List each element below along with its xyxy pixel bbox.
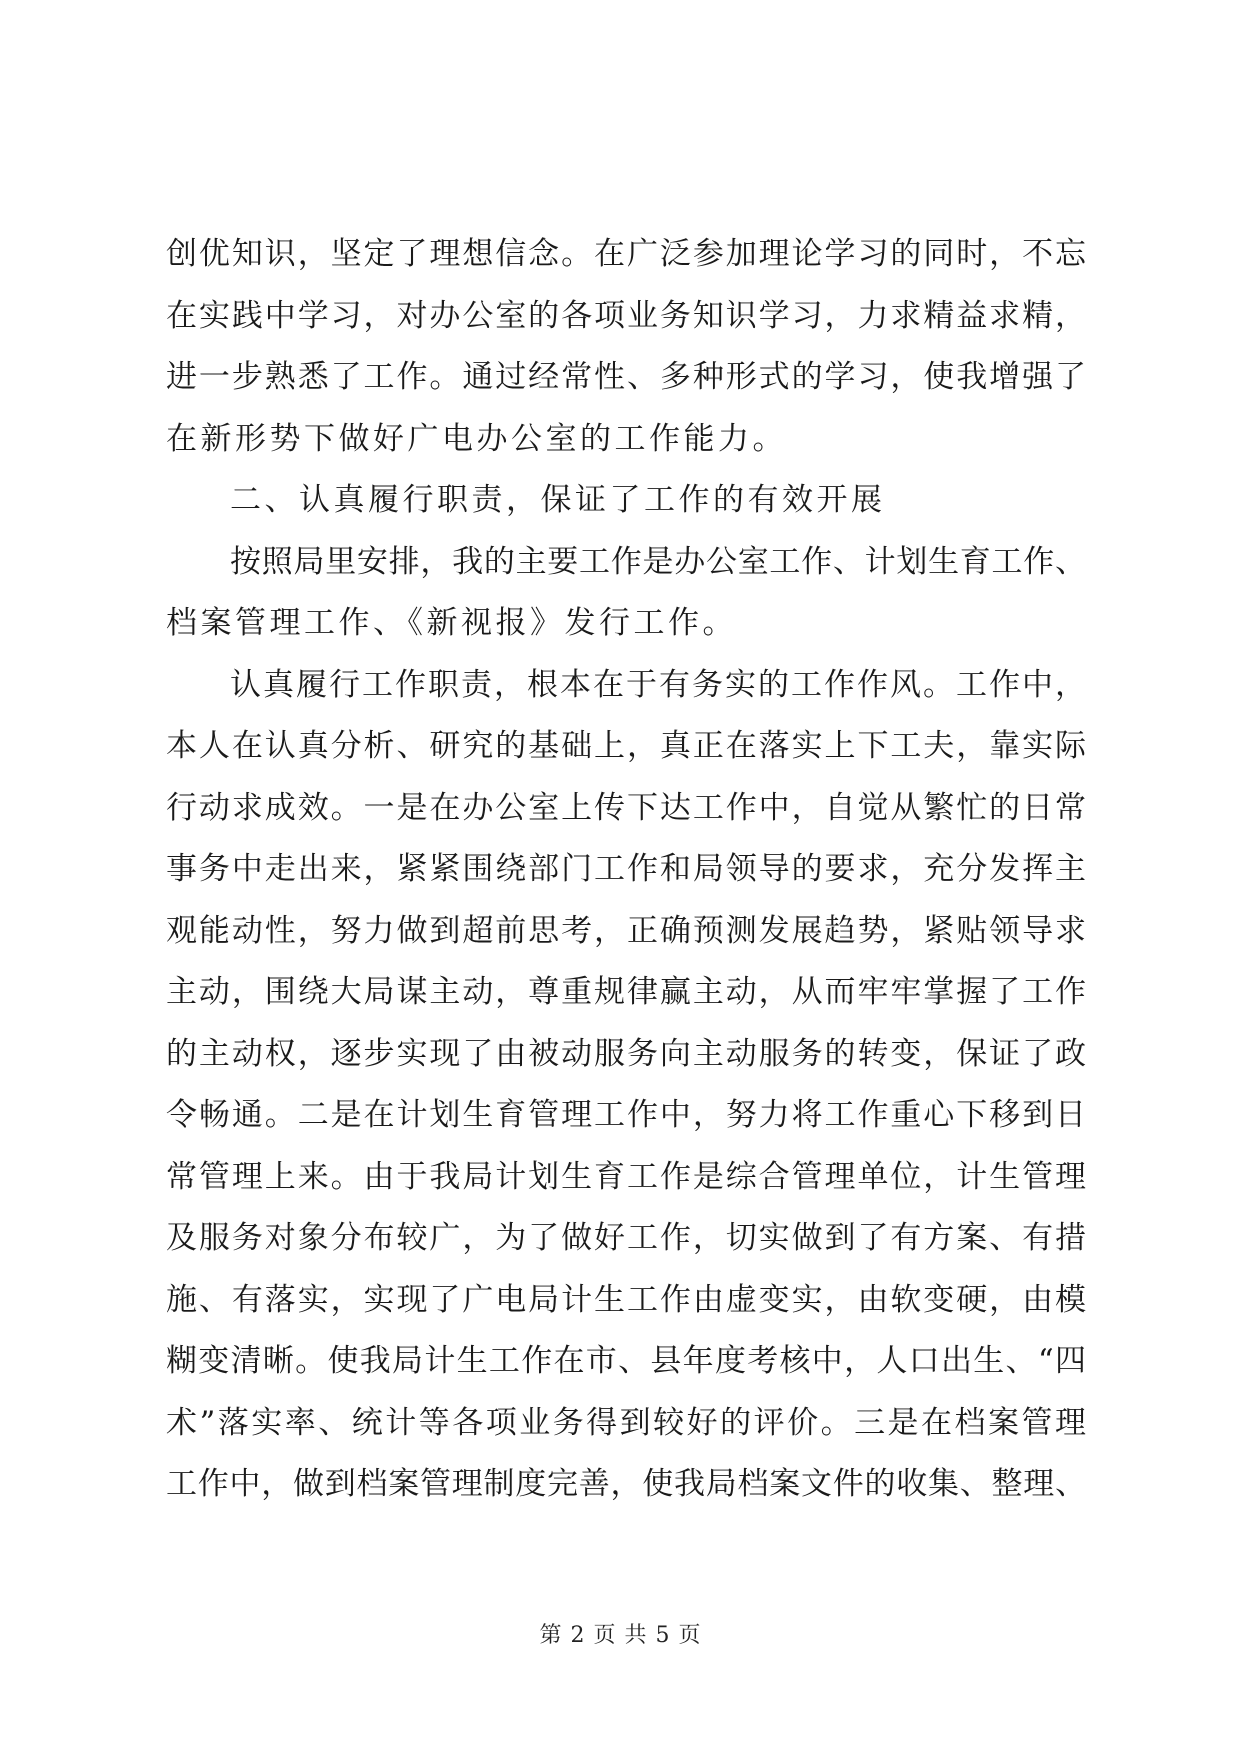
text-line: 观能动性，努力做到超前思考，正确预测发展趋势，紧贴领导求 <box>166 912 1086 949</box>
text-line: 行动求成效。一是在办公室上传下达工作中，自觉从繁忙的日常 <box>166 789 1086 826</box>
text-line: 创优知识，坚定了理想信念。在广泛参加理论学习的同时，不忘 <box>166 236 1086 272</box>
text-line: 事务中走出来，紧紧围绕部门工作和局领导的要求，充分发挥主 <box>166 851 1086 887</box>
text-line: 令畅通。二是在计划生育管理工作中，努力将工作重心下移到日 <box>166 1097 1086 1133</box>
text-line: 糊变清晰。使我局计生工作在市、县年度考核中，人口出生、“四 <box>166 1343 1086 1379</box>
text-line: 常管理上来。由于我局计划生育工作是综合管理单位，计生管理 <box>166 1158 1086 1195</box>
text-line: 档案管理工作、《新视报》发行工作。 <box>166 605 737 641</box>
text-line: 及服务对象分布较广，为了做好工作，切实做到了有方案、有措 <box>166 1220 1086 1256</box>
text-line: 进一步熟悉了工作。通过经常性、多种形式的学习，使我增强了 <box>166 359 1086 395</box>
text-line: 的主动权，逐步实现了由被动服务向主动服务的转变，保证了政 <box>166 1035 1086 1072</box>
text-line: 按照局里安排，我的主要工作是办公室工作、计划生育工作、 <box>230 543 1086 580</box>
text-line: 本人在认真分析、研究的基础上，真正在落实上下工夫，靠实际 <box>166 728 1086 764</box>
text-line: 在实践中学习，对办公室的各项业务知识学习，力求精益求精， <box>166 297 1086 334</box>
text-line: 在新形势下做好广电办公室的工作能力。 <box>166 420 787 457</box>
page-indicator: 第 2 页 共 5 页 <box>539 1623 702 1648</box>
text-line: 术”落实率、统计等各项业务得到较好的评价。三是在档案管理 <box>166 1404 1086 1441</box>
text-line: 施、有落实，实现了广电局计生工作由虚变实，由软变硬，由模 <box>166 1281 1086 1318</box>
text-line: 认真履行工作职责，根本在于有务实的工作作风。工作中， <box>230 666 1086 703</box>
section-heading: 二、认真履行职责，保证了工作的有效开展 <box>230 482 886 518</box>
document-body <box>166 224 1086 1516</box>
text-line: 工作中，做到档案管理制度完善，使我局档案文件的收集、整理、 <box>166 1466 1086 1502</box>
text-line: 主动，围绕大局谋主动，尊重规律赢主动，从而牢牢掌握了工作 <box>166 974 1086 1010</box>
